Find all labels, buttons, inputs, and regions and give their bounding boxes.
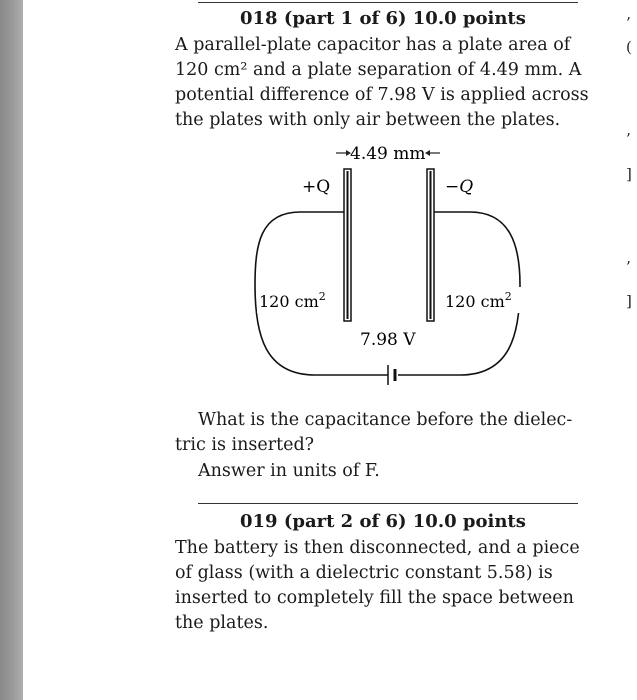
q018-title: 018 (part 1 of 6) 10.0 points — [240, 8, 526, 29]
q019-body-line: of glass (with a dielectric constant 5.58) is — [175, 563, 553, 583]
right-column-fragment: ’ — [626, 258, 631, 276]
q019-body — [175, 536, 590, 636]
q019-body-line: inserted to completely fill the space between — [175, 588, 574, 608]
right-column-fragment: ] — [626, 292, 632, 310]
area-left-label: 120 $cm^2$ — [259, 290, 326, 311]
q018-body-line: potential difference of 7.98 V is applied across — [175, 85, 589, 105]
page-left-margin — [0, 0, 23, 700]
q018-body-line: 120 cm² and a plate separation of 4.49 mm. A — [175, 60, 582, 80]
separation-indicator — [336, 144, 440, 164]
right-column-fragment: ( — [626, 38, 632, 56]
q018-body — [175, 33, 590, 133]
plus-charge-label: +Q — [302, 177, 331, 197]
right-column-fragment: ’ — [626, 14, 631, 32]
capacitor-circuit-diagram — [240, 135, 540, 385]
right-column-fragment: ] — [626, 165, 632, 183]
q018-question — [175, 408, 590, 458]
q018-question-line: tric is inserted? — [175, 435, 315, 455]
minus-charge-label: −Q — [445, 177, 474, 197]
top-divider — [198, 2, 578, 3]
voltage-label: 7.98 V — [360, 330, 416, 350]
q018-body-line: A parallel-plate capacitor has a plate area of — [175, 35, 571, 55]
q019-title: 019 (part 2 of 6) 10.0 points — [240, 511, 526, 532]
mid-divider — [198, 503, 578, 504]
separation-label: 4.49 mm — [350, 144, 426, 164]
q018-body-line: the plates with only air between the plates. — [175, 110, 561, 130]
q018-question-line: What is the capacitance before the dielec- — [198, 410, 573, 430]
battery-symbol — [388, 365, 395, 385]
q018-answer-units: Answer in units of F. — [198, 461, 380, 481]
q019-body-line: The battery is then disconnected, and a piece — [175, 538, 580, 558]
q019-body-line: the plates. — [175, 613, 269, 633]
right-column-fragment: ’ — [626, 130, 631, 148]
area-right-label: 120 $cm^2$ — [445, 290, 512, 311]
